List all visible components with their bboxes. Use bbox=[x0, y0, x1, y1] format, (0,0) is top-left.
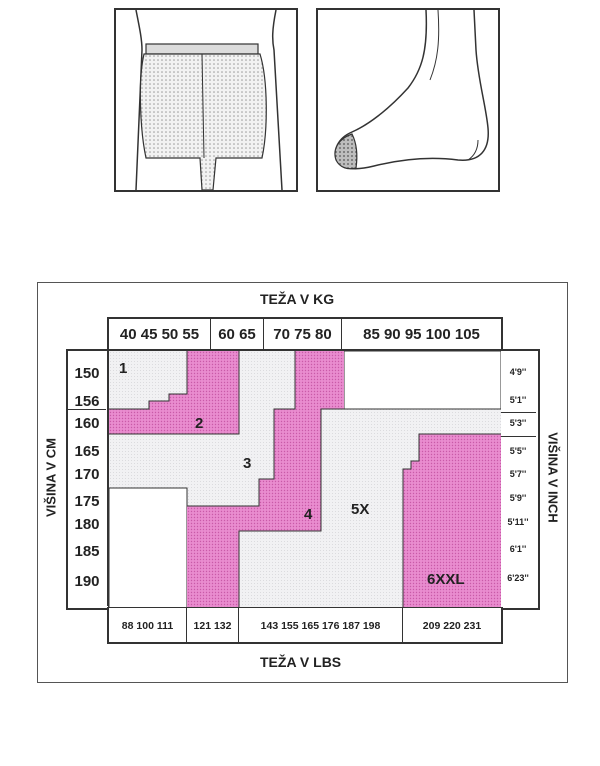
cm-value: 180 bbox=[74, 516, 100, 533]
inch-scale-column bbox=[499, 349, 540, 610]
cm-value: 156 bbox=[74, 393, 100, 410]
lbs-group: 209 220 231 bbox=[422, 620, 482, 632]
zone-label-2: 2 bbox=[195, 415, 204, 432]
lbs-group: 143 155 165 176 187 198 bbox=[239, 608, 403, 642]
cm-value: 190 bbox=[74, 573, 100, 590]
weight-kg-title: TEŽA V KG bbox=[260, 291, 335, 307]
foot-illustration bbox=[316, 8, 500, 192]
inch-value: 5'1'' bbox=[509, 395, 527, 405]
lbs-group: 88 100 111 bbox=[109, 608, 187, 642]
inch-value: 5'7'' bbox=[509, 469, 527, 479]
inch-value: 5'11'' bbox=[507, 517, 529, 527]
inch-value: 5'5'' bbox=[509, 446, 527, 456]
cm-value: 165 bbox=[74, 443, 100, 460]
zone-label-4: 4 bbox=[304, 506, 313, 523]
kg-scale-row bbox=[107, 317, 503, 351]
empty-area-bottom-left bbox=[109, 488, 187, 608]
lbs-scale-row bbox=[107, 607, 503, 644]
empty-area-top-right bbox=[344, 351, 501, 409]
pantyhose-illustration bbox=[114, 8, 298, 192]
inch-value: 6'1'' bbox=[509, 544, 527, 554]
kg-group: 60 65 bbox=[211, 319, 264, 350]
height-inch-title: VIŠINA V INCH bbox=[545, 432, 561, 523]
cm-scale-column bbox=[66, 349, 109, 610]
cm-value: 160 bbox=[74, 415, 100, 432]
zone-label-3: 3 bbox=[243, 455, 252, 472]
weight-lbs-title: TEŽA V LBS bbox=[260, 654, 342, 670]
zone-label-1: 1 bbox=[119, 360, 128, 377]
foot-drawing bbox=[318, 10, 498, 190]
zone-label-5x: 5X bbox=[351, 501, 370, 518]
pantyhose-drawing bbox=[116, 10, 296, 190]
size-zone-grid bbox=[107, 349, 499, 606]
lbs-group: 121 132 bbox=[187, 608, 239, 642]
size-zone-map bbox=[109, 351, 501, 608]
zone-label-6xxl: 6XXL bbox=[427, 571, 465, 588]
inch-value: 5'3'' bbox=[509, 418, 527, 428]
inch-value: 6'23'' bbox=[507, 573, 529, 583]
height-cm-title: VIŠINA V CM bbox=[43, 438, 59, 517]
inch-value: 5'9'' bbox=[509, 493, 527, 503]
inch-value: 4'9'' bbox=[509, 367, 527, 377]
cm-value: 175 bbox=[74, 493, 100, 510]
kg-group: 40 45 50 55 bbox=[109, 319, 211, 350]
kg-group: 85 90 95 100 105 bbox=[363, 326, 480, 343]
cm-value: 185 bbox=[74, 543, 100, 560]
kg-group: 70 75 80 bbox=[264, 319, 342, 350]
cm-value: 150 bbox=[74, 365, 100, 382]
cm-value: 170 bbox=[74, 466, 100, 483]
